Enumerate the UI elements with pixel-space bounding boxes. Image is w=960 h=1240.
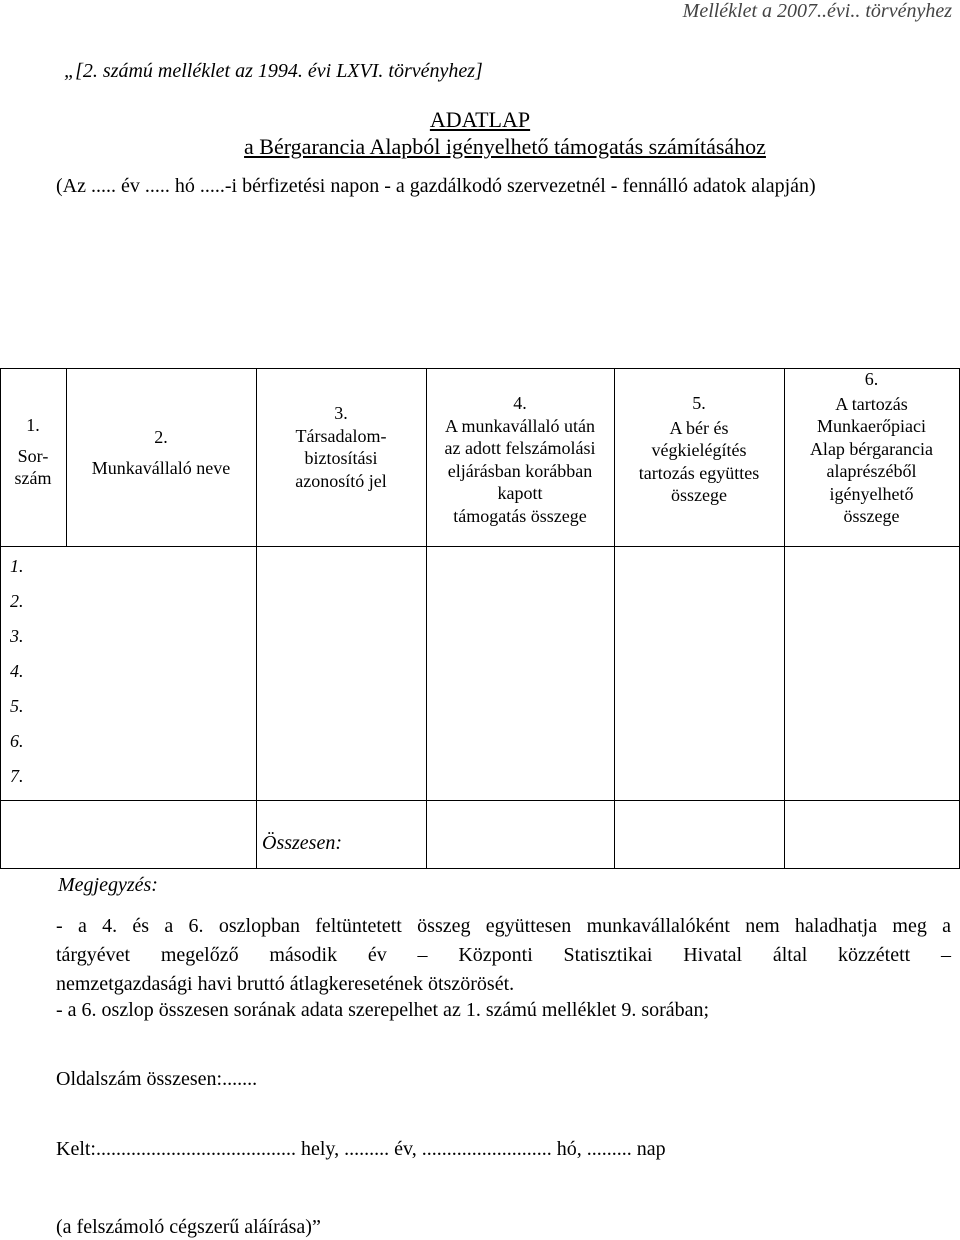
annex-reference: „[2. számú melléklet az 1994. évi LXVI. törvényhez] <box>64 60 483 82</box>
row-number: 1. <box>10 556 24 576</box>
col-header-line: 1. <box>26 415 40 435</box>
date-place-line: Kelt:........................................ hely, ......... év, .......................... hó, ......... nap <box>56 1138 666 1160</box>
col-header-line: A bér és <box>669 417 729 438</box>
col-header-line: tartozás együttes <box>638 462 760 483</box>
signature-line: (a felszámoló cégszerű aláírása)” <box>56 1216 321 1238</box>
notes-label: Megjegyzés: <box>58 874 158 896</box>
page-total-line: Oldalszám összesen:....... <box>56 1068 258 1090</box>
col-header-line: 3. <box>334 403 348 423</box>
page-subtitle: a Bérgarancia Alapból igényelhető támogatás számításához <box>244 134 766 159</box>
col-header-line: összege <box>843 506 900 526</box>
row-number: 6. <box>10 731 24 751</box>
total-row-label: Összesen: <box>262 832 342 854</box>
row-number: 4. <box>10 661 24 681</box>
col-header-line: Társadalom- <box>295 425 387 446</box>
col-header-line: az adott felszámolási <box>444 438 596 458</box>
page-title: ADATLAP <box>429 107 531 132</box>
col-header-line: azonosító jel <box>295 470 387 491</box>
col-header-line: A tartozás <box>835 393 908 414</box>
col-header-5 <box>614 392 784 507</box>
col-header-line: biztosítási <box>304 448 378 468</box>
col-header-line: 5. <box>692 393 706 413</box>
col-header-1 <box>0 414 66 490</box>
note-line: - a 4. és a 6. oszlopban feltüntetett összeg együttesen munkavállalóként nem haladhatja meg a <box>56 915 951 937</box>
row-number: 2. <box>10 591 24 611</box>
col-header-6 <box>784 368 959 528</box>
header-bottom-border <box>0 546 960 547</box>
col-header-line: támogatás összege <box>453 505 587 526</box>
rows-bottom-border <box>0 800 960 801</box>
col-header-line: végkielégítés <box>651 440 747 460</box>
col-header-line: eljárásban korábban <box>447 460 593 481</box>
note-line: tárgyévet megelőző második év – Központi Statisztikai Hivatal által közzétett – <box>56 944 951 966</box>
col-header-line: Alap bérgarancia <box>809 438 934 459</box>
row-number: 7. <box>10 766 24 786</box>
note-line: nemzetgazdasági havi bruttó átlagkeresetének ötszörösét. <box>56 973 515 995</box>
col-header-line: 6. <box>864 369 879 389</box>
col-header-line: kapott <box>497 483 543 503</box>
col-header-2 <box>66 426 256 479</box>
intro-text: (Az ..... év ..... hó .....-i bérfizetési napon - a gazdálkodó szervezetnél - fennálló adatok alapján) <box>56 175 816 197</box>
col-header-3 <box>256 402 426 492</box>
header-top-right: Melléklet a 2007..évi.. törvényhez <box>682 0 952 22</box>
row-number: 3. <box>10 626 24 646</box>
col-header-line: Munkavállaló neve <box>91 457 231 478</box>
note-line: - a 6. oszlop összesen sorának adata szerepelhet az 1. számú melléklet 9. sorában; <box>56 999 710 1021</box>
col-header-line: Sor- <box>17 445 49 466</box>
col-header-line: igényelhető <box>829 483 914 504</box>
total-row-bottom-border <box>0 868 960 869</box>
col-header-line: szám <box>14 468 52 488</box>
col-header-line: Munkaerőpiaci <box>817 416 926 436</box>
col-header-4 <box>426 392 614 527</box>
col-header-line: alaprészéből <box>826 461 917 481</box>
col-header-line: A munkavállaló után <box>445 415 595 436</box>
col-header-line: 2. <box>154 427 168 447</box>
col-header-line: összege <box>671 485 727 505</box>
row-number: 5. <box>10 696 24 716</box>
col-header-line: 4. <box>513 393 527 413</box>
